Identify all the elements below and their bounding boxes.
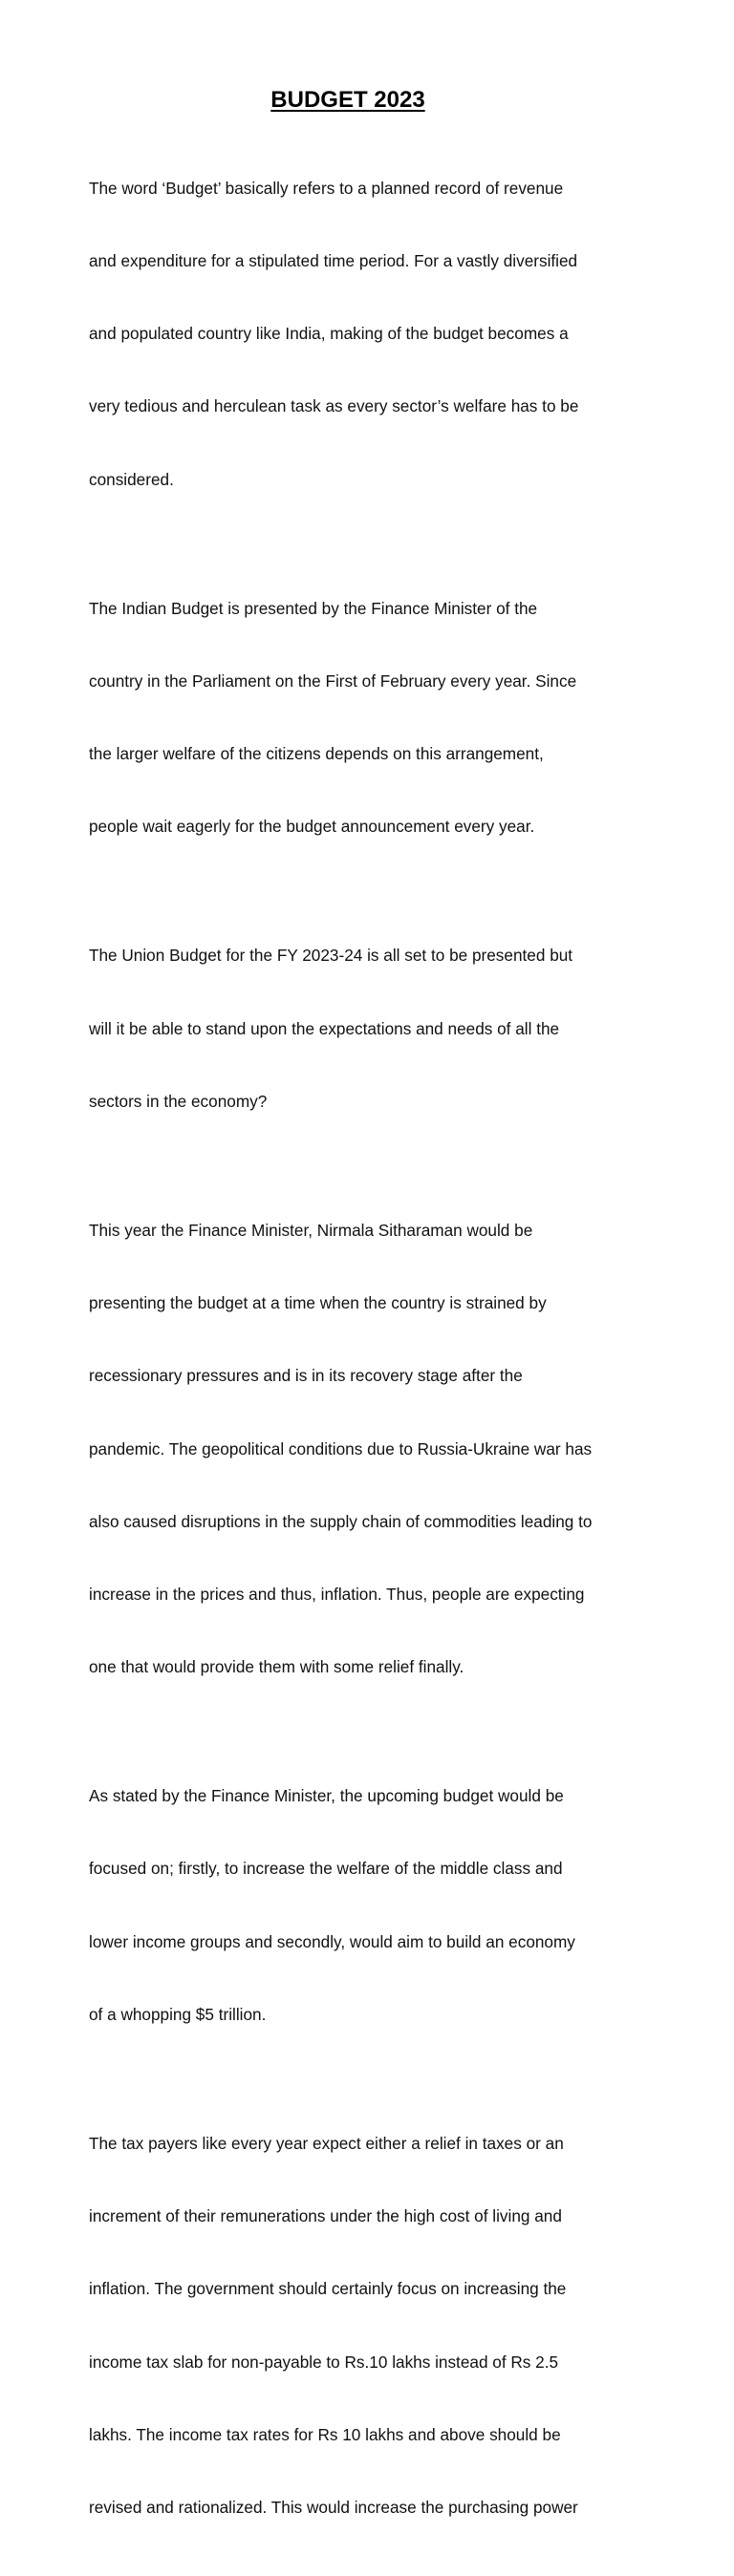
paragraph-line: of a whopping $5 trillion.: [89, 2004, 267, 2024]
paragraph-line: focused on; firstly, to increase the welfare of the middle class and: [89, 1859, 563, 1879]
paragraph-6: [89, 2083, 653, 2568]
paragraph-line: income tax slab for non-payable to Rs.10 lakhs instead of Rs 2.5: [89, 2352, 559, 2372]
paragraph-line: the larger welfare of the citizens depends on this arrangement,: [89, 744, 544, 764]
paragraph-line: The tax payers like every year expect either a relief in taxes or an: [89, 2133, 564, 2153]
paragraph-line: and expenditure for a stipulated time period. For a vastly diversified: [89, 251, 578, 271]
document-title-text: BUDGET 2023: [270, 87, 425, 113]
paragraph-3: [89, 896, 653, 1162]
paragraph-line: will it be able to stand upon the expectations and needs of all the: [89, 1018, 560, 1038]
paragraph-line: revised and rationalized. This would increase the purchasing power: [89, 2498, 578, 2517]
paragraph-line: pandemic. The geopolitical conditions due to Russia-Ukraine war has: [89, 1438, 593, 1458]
paragraph-line: lakhs. The income tax rates for Rs 10 lakhs and above should be: [89, 2424, 561, 2444]
paragraph-line: also caused disruptions in the supply chain of commodities leading to: [89, 1511, 593, 1531]
paragraph-line: recessionary pressures and is in its recovery stage after the: [89, 1366, 523, 1386]
paragraph-line: The Union Budget for the FY 2023-24 is all set to be presented but: [89, 946, 573, 966]
paragraph-line: As stated by the Finance Minister, the upcoming budget would be: [89, 1786, 564, 1806]
paragraph-line: The word ‘Budget’ basically refers to a planned record of revenue: [89, 178, 564, 198]
paragraph-5: [89, 1735, 653, 2076]
paragraph-line: considered.: [89, 469, 174, 489]
document-title: [0, 84, 696, 117]
paragraph-line: increase in the prices and thus, inflation. Thus, people are expecting: [89, 1584, 585, 1604]
paragraph-line: presenting the budget at a time when the country is strained by: [89, 1293, 547, 1313]
paragraph-line: lower income groups and secondly, would aim to build an economy: [89, 1931, 575, 1951]
paragraph-line: increment of their remunerations under the high cost of living and: [89, 2206, 562, 2226]
paragraph-line: The Indian Budget is presented by the Finance Minister of the: [89, 598, 538, 618]
paragraph-line: inflation. The government should certainly focus on increasing the: [89, 2279, 567, 2299]
paragraph-line: sectors in the economy?: [89, 1091, 268, 1111]
paragraph-line: very tedious and herculean task as every sector’s welfare has to be: [89, 396, 579, 416]
paragraph-2: [89, 548, 653, 888]
paragraph-1: [89, 128, 653, 541]
paragraph-4: [89, 1170, 653, 1728]
document-body: [89, 128, 653, 2576]
paragraph-line: and populated country like India, making of the budget becomes a: [89, 324, 569, 344]
paragraph-line: people wait eagerly for the budget announcement every year.: [89, 817, 535, 837]
paragraph-line: This year the Finance Minister, Nirmala Sitharaman would be: [89, 1220, 533, 1240]
paragraph-line: country in the Parliament on the First of February every year. Since: [89, 671, 577, 691]
paragraph-line: one that would provide them with some relief finally.: [89, 1657, 464, 1677]
